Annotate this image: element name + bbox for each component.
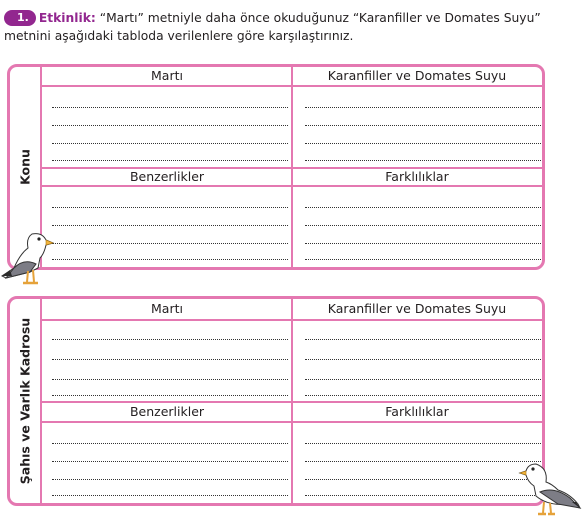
writing-line[interactable] [305, 495, 541, 496]
table-grid [42, 299, 542, 503]
writing-line[interactable] [52, 259, 288, 260]
side-label-topic: Konu [17, 149, 33, 185]
writing-line[interactable] [52, 339, 288, 340]
activity-number-badge: 1. [4, 10, 36, 26]
writing-line[interactable] [305, 243, 541, 244]
activity-instruction [4, 9, 580, 45]
activity-label: Etkinlik: [38, 11, 96, 25]
writing-line[interactable] [305, 443, 541, 444]
header-divider [42, 319, 542, 321]
writing-line[interactable] [52, 143, 288, 144]
header-divider [42, 421, 542, 423]
header-marti: Martı [151, 68, 183, 83]
header-benzerlikler: Benzerlikler [129, 404, 205, 419]
writing-line[interactable] [52, 107, 288, 108]
activity-text: “Martı” metniyle daha önce okuduğunuz “Karanfiller ve Domates Suyu” metnini aşağıdaki tabloda verilenlere göre karşılaştırınız. [4, 11, 541, 43]
writing-line[interactable] [52, 125, 288, 126]
writing-line[interactable] [305, 160, 541, 161]
header-divider [42, 85, 542, 87]
writing-line[interactable] [52, 160, 288, 161]
header-farkliliklar: Farklılıklar [385, 404, 449, 419]
writing-line[interactable] [52, 495, 288, 496]
header-marti: Martı [151, 301, 183, 316]
header-farkliliklar: Farklılıklar [385, 169, 449, 184]
table-side-label-cell [10, 299, 42, 503]
writing-line[interactable] [52, 243, 288, 244]
writing-line[interactable] [52, 479, 288, 480]
writing-line[interactable] [305, 339, 541, 340]
writing-line[interactable] [52, 461, 288, 462]
writing-line[interactable] [305, 379, 541, 380]
writing-line[interactable] [52, 443, 288, 444]
writing-line[interactable] [305, 207, 541, 208]
header-karanfiller: Karanfiller ve Domates Suyu [327, 301, 507, 316]
writing-line[interactable] [305, 107, 541, 108]
header-karanfiller: Karanfiller ve Domates Suyu [327, 68, 507, 83]
writing-line[interactable] [305, 125, 541, 126]
writing-line[interactable] [305, 479, 541, 480]
seagull-icon [0, 224, 56, 286]
comparison-table-characters [7, 296, 545, 506]
side-label-characters: Şahıs ve Varlık Kadrosu [17, 317, 33, 485]
writing-line[interactable] [52, 225, 288, 226]
table-grid [42, 67, 542, 267]
seagull-icon [518, 458, 582, 518]
writing-line[interactable] [305, 359, 541, 360]
writing-line[interactable] [305, 395, 541, 396]
writing-line[interactable] [305, 143, 541, 144]
writing-line[interactable] [52, 359, 288, 360]
writing-line[interactable] [52, 379, 288, 380]
writing-line[interactable] [52, 395, 288, 396]
writing-line[interactable] [305, 461, 541, 462]
writing-line[interactable] [305, 225, 541, 226]
writing-line[interactable] [52, 207, 288, 208]
writing-line[interactable] [305, 259, 541, 260]
comparison-table-topic [7, 64, 545, 270]
header-benzerlikler: Benzerlikler [129, 169, 205, 184]
